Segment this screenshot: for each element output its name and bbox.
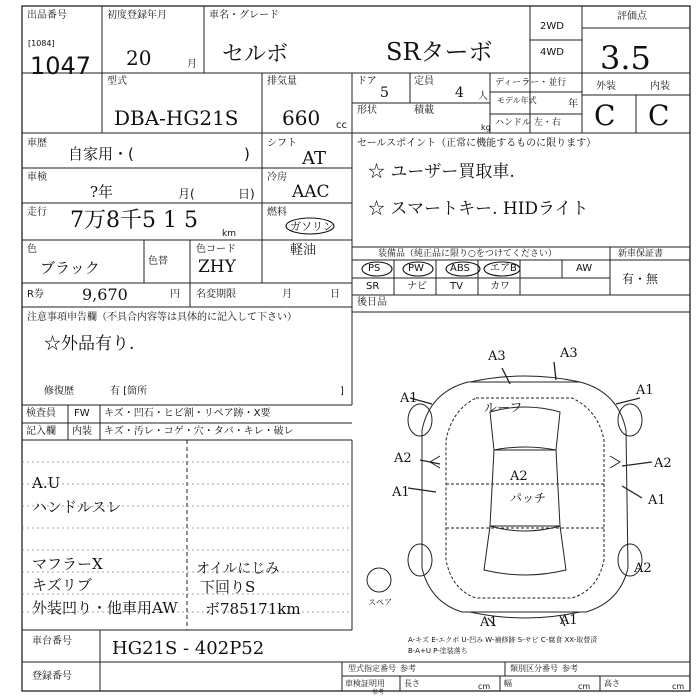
cert-ref: 参考 (372, 689, 385, 696)
remark-5: 外装凹り・他車用AW (32, 599, 178, 617)
equip-ps: PS (368, 263, 381, 274)
inspector-naisou: 内装 (72, 426, 92, 437)
equip-airbag: エアB (490, 263, 517, 274)
damage-a2-rear-right: A2 (634, 561, 652, 576)
recycle-value: 9,670 (82, 285, 128, 304)
model-value: DBA-HG21S (114, 106, 239, 130)
ext-label: 外装 (596, 81, 616, 92)
class-label: 類別区分番号 (510, 664, 558, 673)
damage-a1-mid-right: A1 (648, 493, 666, 508)
recycle-unit: 円 (170, 289, 180, 300)
name-label: 車名・グレード (209, 10, 279, 21)
ac-value: AAC (292, 182, 330, 202)
equip-navi: ナビ (407, 281, 427, 292)
shift-label: シフト (267, 138, 297, 149)
lot-label: 出品番号 (27, 10, 67, 21)
damage-a1-front-left: A1 (400, 391, 418, 406)
color-code-value: ZHY (198, 257, 236, 277)
parts-label: パッチ (510, 491, 547, 505)
displacement-value: 660 (282, 106, 321, 130)
damage-a1-mid-left: A1 (392, 485, 410, 500)
inspection-day: 日) (238, 187, 255, 201)
color-value: ブラック (40, 259, 100, 277)
handle-label: ハンドル 左・右 (495, 118, 561, 128)
model-year-label: モデル年式 (497, 96, 537, 105)
legend-line2: B-A+U P-塗装落ち (408, 647, 468, 655)
equipment-title: 装備品（純正品に限り○をつけてください） (378, 249, 557, 259)
color-change-label: 色替 (148, 256, 168, 267)
color-code-label: 色コード (196, 244, 236, 255)
remark-1: A.U (32, 474, 61, 492)
chassis-value: HG21S - 402P52 (112, 638, 265, 659)
use-label: 車歴 (27, 138, 47, 149)
doors-label: ドア (357, 76, 377, 87)
cc-unit: cc (336, 120, 347, 131)
use-value: 自家用・( (68, 145, 134, 163)
lot-small: [1084] (28, 39, 55, 48)
inspector-label-1: 検査員 (26, 408, 56, 419)
mileage-value: 7万8千5 1 5 (70, 208, 198, 233)
remark-2: ハンドルスレ (32, 498, 122, 516)
kg-unit: kg (481, 123, 491, 132)
width-unit: cm (578, 682, 591, 691)
remark-4: キズリブ (32, 576, 92, 594)
registration-label: 登録番号 (32, 671, 72, 682)
chassis-label: 車台番号 (32, 636, 72, 647)
repair-label: 修復歴 (44, 386, 74, 397)
rating-label: 評価点 (617, 11, 647, 22)
legend-line1: A-キズ E-エクボ U-凹み W-補修跡 S-サビ C-腐食 XX-取替済 (408, 636, 598, 644)
equip-leather: カワ (490, 281, 510, 292)
car-grade: SRターボ (386, 38, 493, 66)
seats-value: 4 (455, 85, 464, 101)
color-label: 色 (27, 244, 37, 255)
expiry-month: 月 (282, 289, 292, 300)
recycle-label: R券 (27, 289, 44, 300)
length-label: 長さ (404, 679, 420, 688)
dealer-label: ディーラー・並行 (495, 78, 567, 88)
use-close: ) (244, 145, 250, 163)
damage-a3-front-right: A3 (560, 346, 578, 361)
inspection-year: ?年 (90, 183, 114, 201)
inspection-month: 月( (178, 187, 195, 201)
car-name: セルボ (222, 42, 289, 67)
reg-label: 初度登録年月 (107, 10, 167, 21)
later-items-label: 後日品 (357, 297, 387, 308)
repair-value: 有 [箇所 (110, 386, 148, 397)
notes-text: ☆外品有り. (44, 334, 135, 354)
width-label: 幅 (504, 679, 512, 688)
year-unit: 年 (568, 99, 578, 110)
equip-aw: AW (576, 263, 593, 274)
remark-3: マフラーX (32, 555, 103, 573)
inspector-row1: キズ・凹石・ヒビ割・リペア跡・X要 (104, 408, 271, 419)
int-value: C (648, 99, 670, 132)
damage-a2-left: A2 (394, 451, 412, 466)
mileage-label: 走行 (27, 207, 47, 218)
repair-close: ] (340, 386, 344, 397)
damage-a1-rear-left: A1 (480, 615, 498, 630)
person-unit: 人 (478, 91, 488, 102)
fuel-gas: ガソリン (290, 220, 334, 233)
shape-label: 形状 (357, 105, 377, 116)
class-ref: 参考 (562, 664, 578, 673)
remark-7: 下回りS (200, 578, 256, 596)
warranty-label: 新車保証書 (618, 249, 664, 259)
shift-value: AT (302, 148, 327, 169)
selling-title: セールスポイント（正常に機能するものに限ります） (357, 138, 597, 149)
doors-value: 5 (380, 85, 389, 101)
remark-6: オイルにじみ (196, 561, 280, 577)
type-spec-label: 型式指定番号 (348, 664, 396, 673)
rating-value: 3.5 (600, 39, 651, 77)
warranty-value: 有・無 (622, 272, 659, 286)
seats-label: 定員 (414, 76, 434, 87)
damage-a1-rear-right: A1 (560, 613, 578, 628)
inspector-label-2: 記入欄 (26, 426, 56, 437)
height-label: 高さ (604, 679, 620, 688)
type-spec-ref: 参考 (400, 664, 416, 673)
selling-line2: ☆ スマートキー. HIDライト (368, 199, 589, 219)
mileage-unit: km (222, 229, 236, 239)
length-unit: cm (478, 682, 491, 691)
displacement-label: 排気量 (267, 76, 297, 87)
equip-tv: TV (450, 281, 463, 292)
model-label: 型式 (107, 76, 127, 87)
equip-abs: ABS (450, 263, 470, 274)
notes-title: 注意事項申告欄（不具合内容等は具体的に記入して下さい） (27, 312, 297, 323)
equip-sr: SR (366, 281, 380, 292)
load-label: 積載 (414, 105, 434, 116)
ac-label: 冷房 (267, 172, 287, 183)
lot-number: 1047 (30, 52, 92, 80)
wd2-label: 2WD (540, 21, 564, 32)
remark-8: ボ785171km (205, 600, 301, 618)
inspector-fw: FW (74, 408, 90, 419)
equip-pw: PW (408, 263, 424, 274)
ext-value: C (594, 99, 616, 132)
wd4-label: 4WD (540, 47, 564, 58)
roof-label: ルーフ (484, 401, 523, 416)
cert-label: 車検証明用 (345, 679, 385, 688)
damage-a2-right: A2 (654, 456, 672, 471)
reg-month-unit: 月 (187, 59, 197, 70)
expiry-day: 日 (330, 289, 340, 300)
expiry-label: 名変期限 (196, 289, 236, 300)
damage-a1-front-right: A1 (636, 383, 654, 398)
reg-year: 20 (126, 46, 152, 70)
inspector-row2: キズ・汚レ・コゲ・穴・タバ・キレ・破レ (104, 426, 294, 437)
height-unit: cm (672, 682, 685, 691)
fuel-label: 燃料 (267, 207, 287, 218)
int-label: 内装 (650, 81, 670, 92)
damage-a3-front-left: A3 (488, 349, 506, 364)
spare-label: スペア (368, 598, 392, 607)
fuel-diesel: 軽油 (290, 243, 317, 258)
inspection-label: 車検 (27, 172, 47, 183)
selling-line1: ☆ ユーザー買取車. (368, 162, 515, 182)
center-a2-label: A2 (510, 469, 528, 484)
